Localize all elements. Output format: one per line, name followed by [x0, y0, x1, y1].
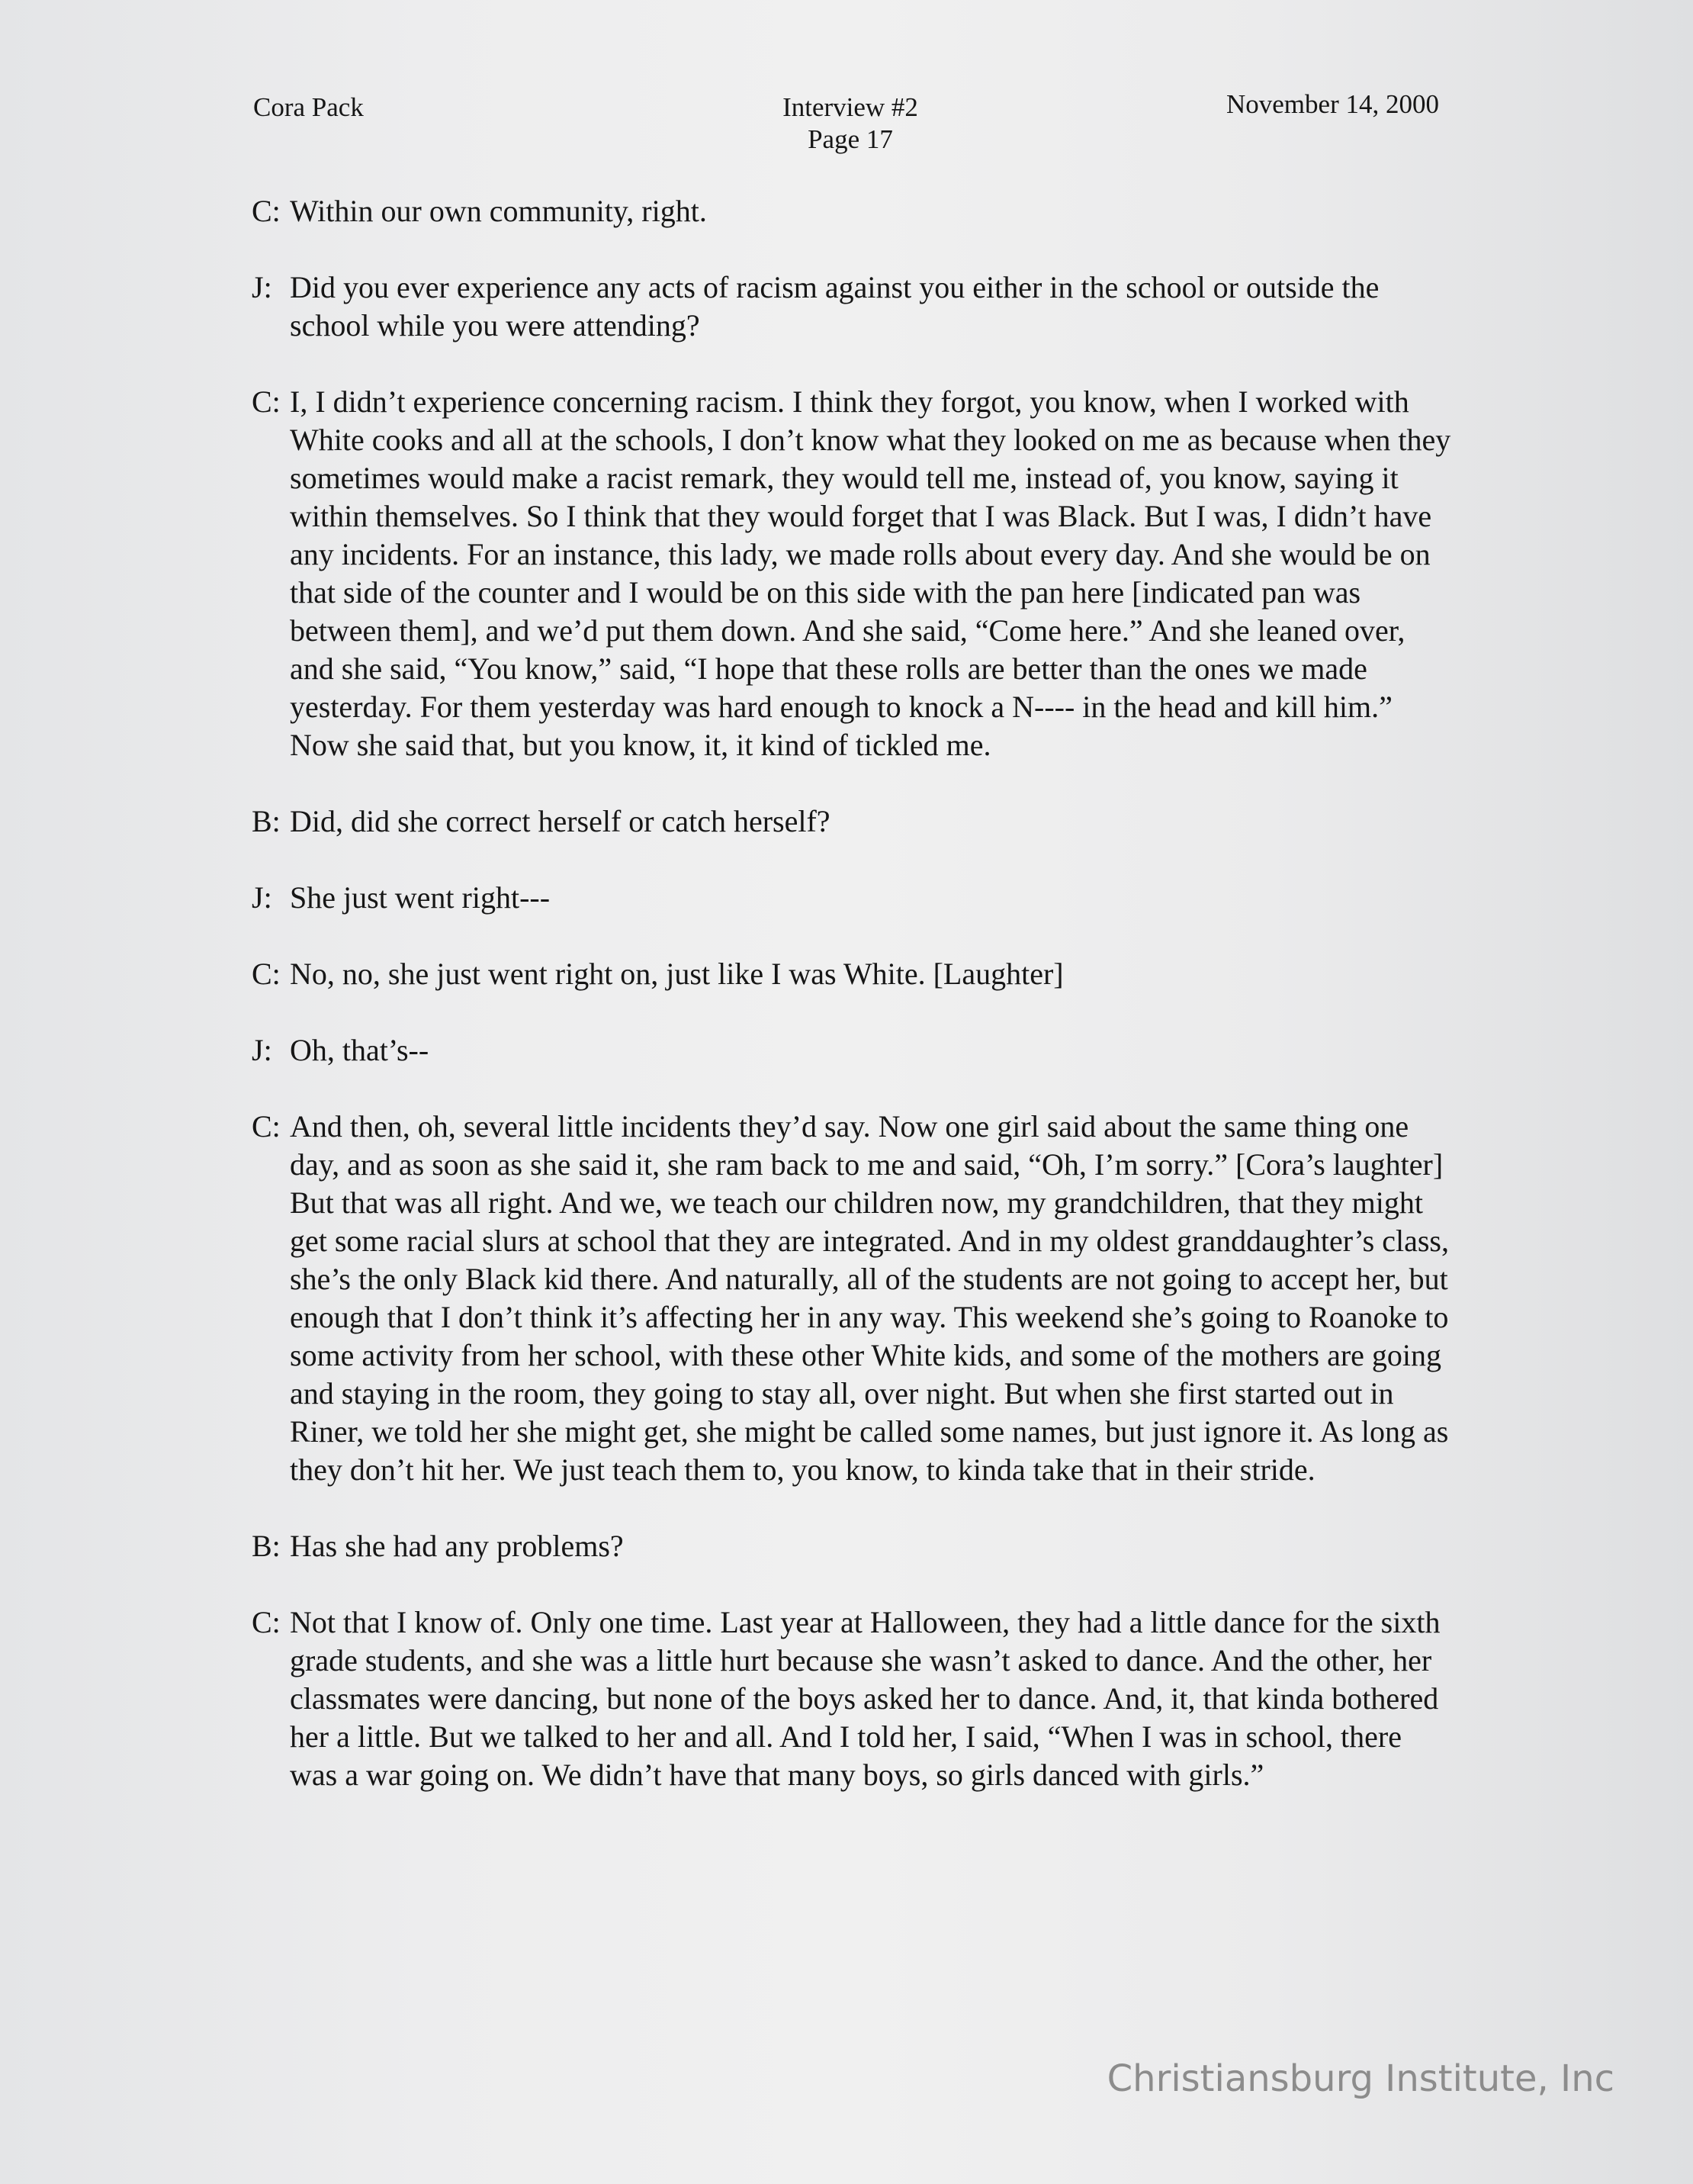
- turn-text: Has she had any problems?: [290, 1529, 624, 1563]
- speaker-label: C:: [252, 1109, 281, 1143]
- transcript-turn: [252, 1603, 1457, 1794]
- turn-text: She just went right---: [290, 880, 551, 915]
- turn-text: Did, did she correct herself or catch herself?: [290, 804, 830, 838]
- speaker-label: C:: [252, 194, 281, 228]
- header-page-number: Page 17: [808, 124, 893, 154]
- transcript-turn: [252, 192, 1457, 230]
- header-date: November 14, 2000: [1226, 89, 1439, 119]
- turn-text: No, no, she just went right on, just like I was White. [Laughter]: [290, 957, 1064, 991]
- speaker-label: C:: [252, 957, 281, 991]
- transcript-body: [252, 192, 1457, 1832]
- turn-text: Did you ever experience any acts of racism against you either in the school or outside the school while you were attending?: [290, 270, 1380, 343]
- transcript-turn: [252, 1108, 1457, 1489]
- turn-text: I, I didn’t experience concerning racism. I think they forgot, you know, when I worked with White cooks and all at the schools, I don’t know what they looked on me as because when they sometimes would make a racist remark, they would tell me, instead of, you know, saying it within themselves. So I think that they would forget that I was Black. But I was, I didn’t have any incidents. For an instance, this lady, we made rolls about every day. And she would be on that side of the counter and I would be on this side with the pan here [indicated pan was between them], and we’d put them down. And she said, “Come here.” And she leaned over, and she said, “You know,” said, “I hope that these rolls are better than the ones we made yesterday. For them yesterday was hard enough to knock a N---- in the head and kill him.” Now she said that, but you know, it, it kind of tickled me.: [290, 384, 1451, 762]
- header-interviewee-name: Cora Pack: [253, 92, 364, 122]
- speaker-label: J:: [252, 270, 272, 304]
- speaker-label: B:: [252, 1529, 281, 1563]
- header-interview-number: Interview #2: [782, 92, 918, 122]
- transcript-turn: [252, 1527, 1457, 1565]
- turn-text: Oh, that’s--: [290, 1033, 429, 1067]
- speaker-label: B:: [252, 804, 281, 838]
- speaker-label: J:: [252, 1033, 272, 1067]
- transcript-turn: [252, 383, 1457, 764]
- speaker-label: C:: [252, 384, 281, 419]
- transcript-turn: [252, 1031, 1457, 1069]
- turn-text: Within our own community, right.: [290, 194, 707, 228]
- speaker-label: C:: [252, 1605, 281, 1639]
- transcript-turn: [252, 269, 1457, 345]
- transcript-turn: [252, 879, 1457, 917]
- turn-text: Not that I know of. Only one time. Last year at Halloween, they had a little dance for the sixth grade students, and she was a little hurt because she wasn’t asked to dance. And the other, her classmates were dancing, but none of the boys asked her to dance. And, it, that kinda bothered her a little. But we talked to her and all. And I told her, I said, “When I was in school, there was a war going on. We didn’t have that many boys, so girls danced with girls.”: [290, 1605, 1441, 1792]
- turn-text: And then, oh, several little incidents they’d say. Now one girl said about the same thing one day, and as soon as she said it, she ram back to me and said, “Oh, I’m sorry.” [Cora’s laughter] But that was all right. And we, we teach our children now, my grandchildren, that they might get some racial slurs at school that they are integrated. And in my oldest granddaughter’s class, she’s the only Black kid there. And naturally, all of the students are not going to accept her, but enough that I don’t think it’s affecting her in any way. This weekend she’s going to Roanoke to some activity from her school, with these other White kids, and some of the mothers are going and staying in the room, they going to stay all, over night. But when she first started out in Riner, we told her she might get, she might be called some names, but just ignore it. As long as they don’t hit her. We just teach them to, you know, to kinda take that in their stride.: [290, 1109, 1449, 1487]
- header-interview-info: [774, 92, 927, 156]
- speaker-label: J:: [252, 880, 272, 915]
- transcript-turn: [252, 955, 1457, 993]
- transcript-turn: [252, 803, 1457, 841]
- watermark-text: Christiansburg Institute, Inc: [1107, 2057, 1614, 2100]
